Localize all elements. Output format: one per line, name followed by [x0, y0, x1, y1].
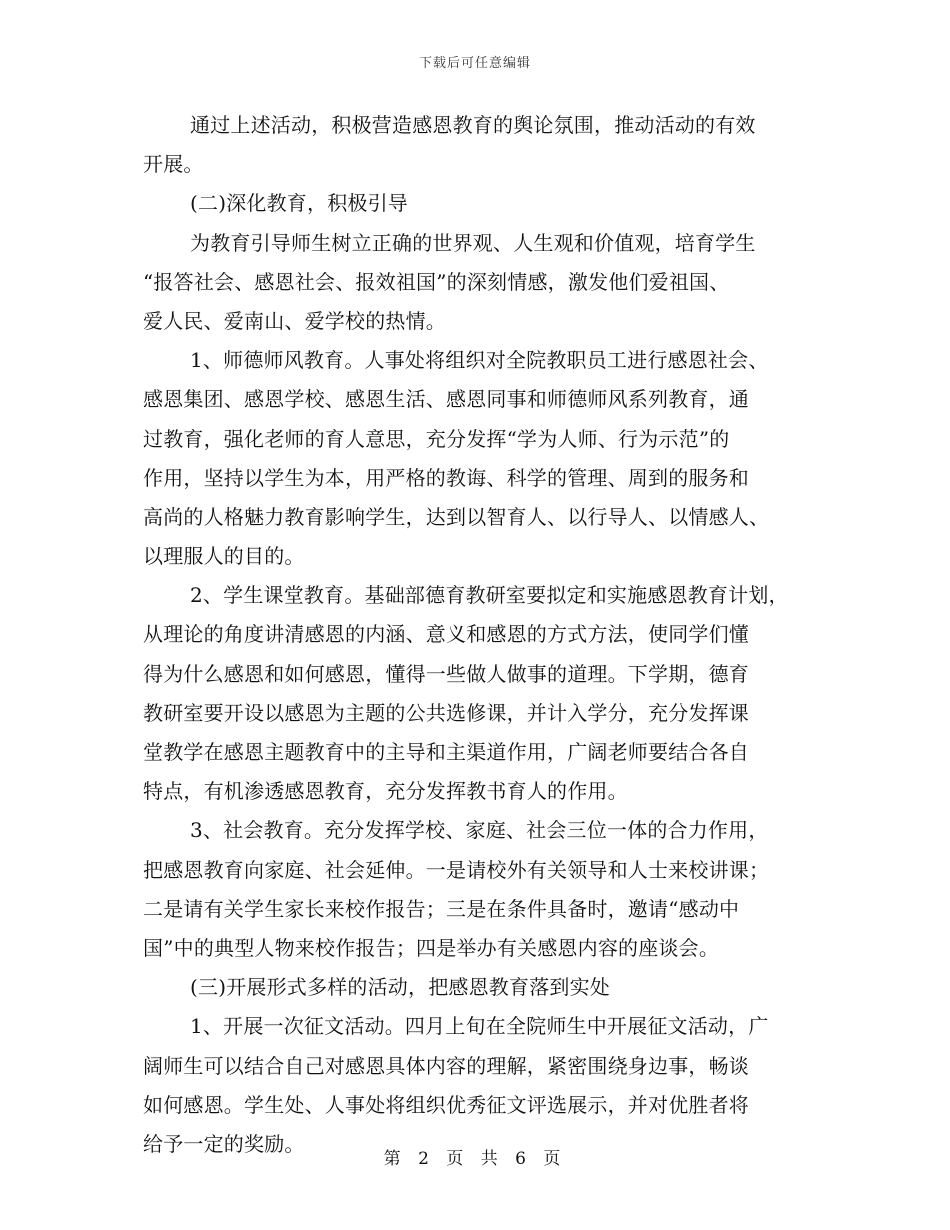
text-line: 作用，坚持以学生为本，用严格的教诲、科学的管理、周到的服务和	[143, 465, 749, 490]
text-line: 3、社会教育。充分发挥学校、家庭、社会三位一体的合力作用，	[190, 818, 769, 843]
document-body	[143, 106, 823, 1164]
text-line: 高尚的人格魅力教育影响学生，达到以智育人、以行导人、以情感人、	[143, 504, 770, 529]
text-line: 把感恩教育向家庭、社会延伸。一是请校外有关领导和人士来校讲课；	[143, 857, 770, 882]
text-line: 特点，有机渗透感恩教育，充分发挥教书育人的作用。	[143, 779, 628, 804]
text-line: 开展。	[143, 152, 204, 177]
text-line: 阔师生可以结合自己对感恩具体内容的理解，紧密围绕身边事，畅谈	[143, 1053, 749, 1078]
text-line: 2、学生课堂教育。基础部德育教研室要拟定和实施感恩教育计划，	[190, 583, 789, 608]
page-header: 下载后可任意编辑	[418, 56, 531, 71]
text-line: 爱人民、爱南山、爱学校的热情。	[143, 308, 446, 333]
text-line: 如何感恩。学生处、人事处将组织优秀征文评选展示，并对优胜者将	[143, 1092, 749, 1117]
text-line: 堂教学在感恩主题教育中的主导和主渠道作用，广阔老师要结合各自	[143, 740, 749, 764]
text-line: 感恩集团、感恩学校、感恩生活、感恩同事和师德师风系列教育，通	[143, 387, 749, 412]
section-heading: (三)开展形式多样的活动，把感恩教育落到实处	[190, 975, 611, 1000]
text-line: 以理服人的目的。	[143, 544, 305, 569]
text-line: 为教育引导师生树立正确的世界观、人生观和价值观，培育学生	[190, 230, 756, 255]
text-line: 得为什么感恩和如何感恩，懂得一些做人做事的道理。下学期，德育	[143, 661, 749, 686]
text-line: 1、开展一次征文活动。四月上旬在全院师生中开展征文活动，广	[190, 1014, 769, 1039]
text-line: 从理论的角度讲清感恩的内涵、意义和感恩的方式方法，使同学们懂	[143, 622, 749, 647]
text-line: 1、师德师风教育。人事处将组织对全院教职员工进行感恩社会、	[190, 348, 769, 373]
page-footer: 第 2 页 共 6 页	[383, 1149, 567, 1169]
section-heading: (二)深化教育，积极引导	[190, 191, 409, 216]
text-line: 二是请有关学生家长来校作报告；三是在条件具备时，邀请“感动中	[143, 896, 740, 921]
text-line: “报答社会、感恩社会、报效祖国”的深刻情感，激发他们爱祖国、	[143, 269, 730, 294]
text-line: 过教育，强化老师的育人意思，充分发挥“学为人师、行为示范”的	[143, 426, 730, 451]
text-line: 教研室要开设以感恩为主题的公共选修课，并计入学分，充分发挥课	[143, 700, 749, 725]
text-line: 给予一定的奖励。	[143, 1131, 305, 1156]
text-line: 通过上述活动，积极营造感恩教育的舆论氛围，推动活动的有效	[190, 113, 756, 137]
text-line: 国”中的典型人物来校作报告；四是举办有关感恩内容的座谈会。	[143, 935, 720, 960]
